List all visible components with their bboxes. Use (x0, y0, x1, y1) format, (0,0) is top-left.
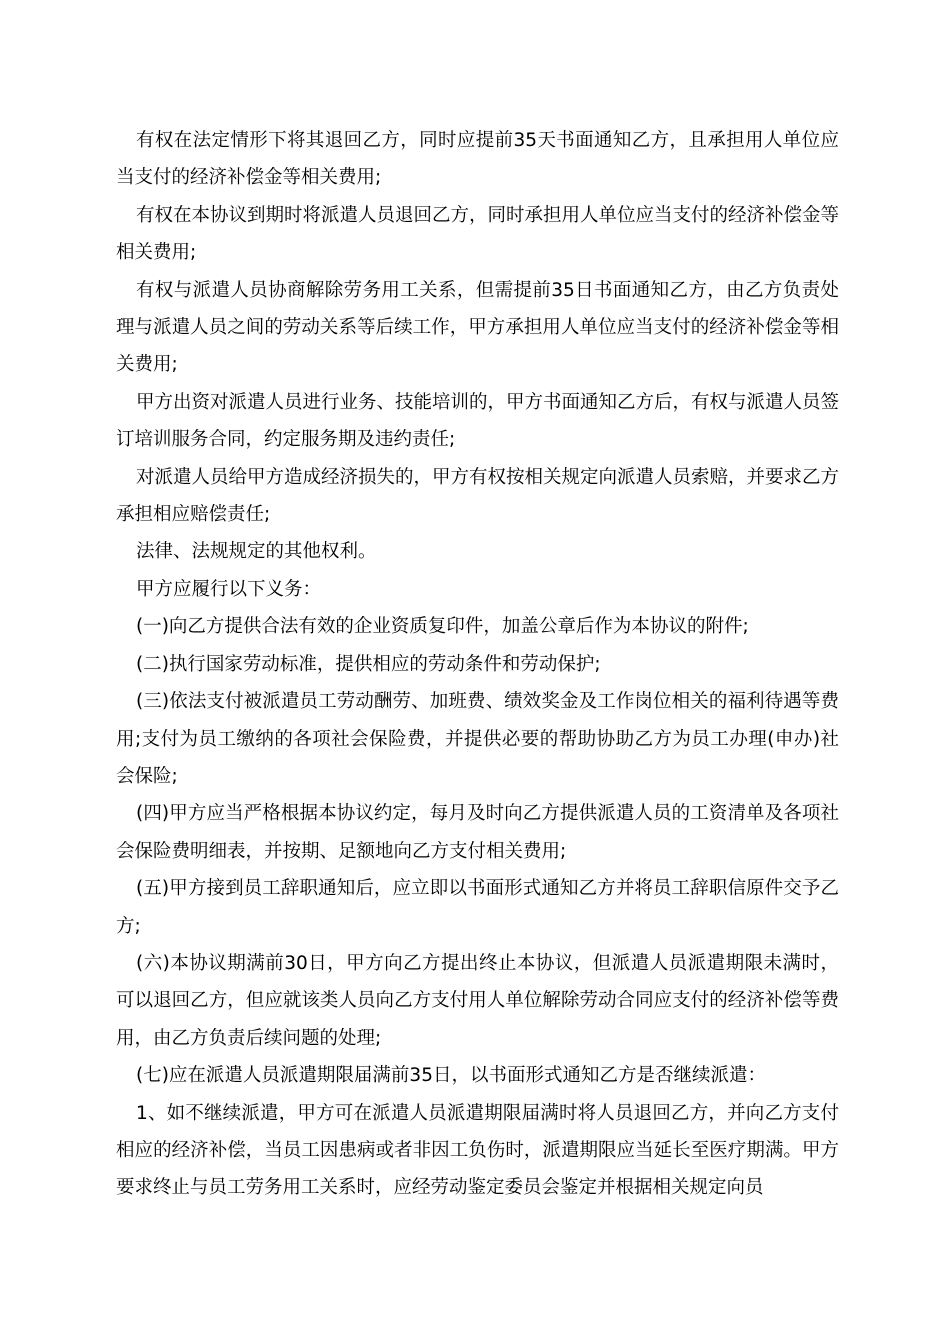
paragraph-training-contract: 甲方出资对派遣人员进行业务、技能培训的，甲方书面通知乙方后，有权与派遣人员签订培训服务合同，约定服务期及违约责任; (116, 391, 840, 451)
paragraph-other-rights: 法律、法规规定的其他权利。 (136, 541, 377, 563)
paragraph-return-expiry: 有权在本协议到期时将派遣人员退回乙方，同时承担用人单位应当支付的经济补偿金等相关费用; (116, 204, 840, 264)
paragraph-obligation-7-item-1: 1、如不继续派遣，甲方可在派遣人员派遣期限届满时将人员退回乙方，并向乙方支付相应的经济补偿，当员工因患病或者非因工负伤时，派遣期限应当延长至医疗期满。甲方要求终止与员工劳务用工关系时，应经劳动鉴定委员会鉴定并根据相关规定向员 (116, 1102, 839, 1199)
paragraph-obligation-6: (六)本协议期满前30日，甲方向乙方提出终止本协议，但派遣人员派遣期限未满时，可以退回乙方，但应就该类人员向乙方支付用人单位解除劳动合同应支付的经济补偿等费用，由乙方负责后续问题的处理; (116, 952, 839, 1049)
paragraph-obligation-3: (三)依法支付被派遣员工劳动酬劳、加班费、绩效奖金及工作岗位相关的福利待遇等费用;支付为员工缴纳的各项社会保险费，并提供必要的帮助协助乙方为员工办理(申办)社会保险; (116, 691, 839, 787)
paragraph-obligation-7: (七)应在派遣人员派遣期限届满前35日，以书面形式通知乙方是否继续派遣： (136, 1065, 766, 1087)
document-body (116, 122, 839, 1207)
paragraph-compensation-claim: 对派遣人员给甲方造成经济损失的，甲方有权按相关规定向派遣人员索赔，并要求乙方承担相应赔偿责任; (116, 466, 840, 526)
paragraph-obligations-heading: 甲方应履行以下义务： (136, 578, 322, 600)
paragraph-obligation-4: (四)甲方应当严格根据本协议约定，每月及时向乙方提供派遣人员的工资清单及各项社会保险费明细表，并按期、足额地向乙方支付相关费用; (116, 803, 839, 862)
paragraph-obligation-5: (五)甲方接到员工辞职通知后，应立即以书面形式通知乙方并将员工辞职信原件交予乙方; (116, 878, 839, 937)
paragraph-return-statutory: 有权在法定情形下将其退回乙方，同时应提前35天书面通知乙方，且承担用人单位应当支付的经济补偿金等相关费用; (116, 130, 839, 189)
paragraph-obligation-1: (一)向乙方提供合法有效的企业资质复印件，加盖公章后作为本协议的附件; (136, 616, 749, 638)
paragraph-negotiated-termination: 有权与派遣人员协商解除劳务用工关系，但需提前35日书面通知乙方，由乙方负责处理与派遣人员之间的劳动关系等后续工作，甲方承担用人单位应当支付的经济补偿金等相关费用; (116, 279, 839, 376)
paragraph-obligation-2: (二)执行国家劳动标准，提供相应的劳动条件和劳动保护; (136, 653, 601, 675)
